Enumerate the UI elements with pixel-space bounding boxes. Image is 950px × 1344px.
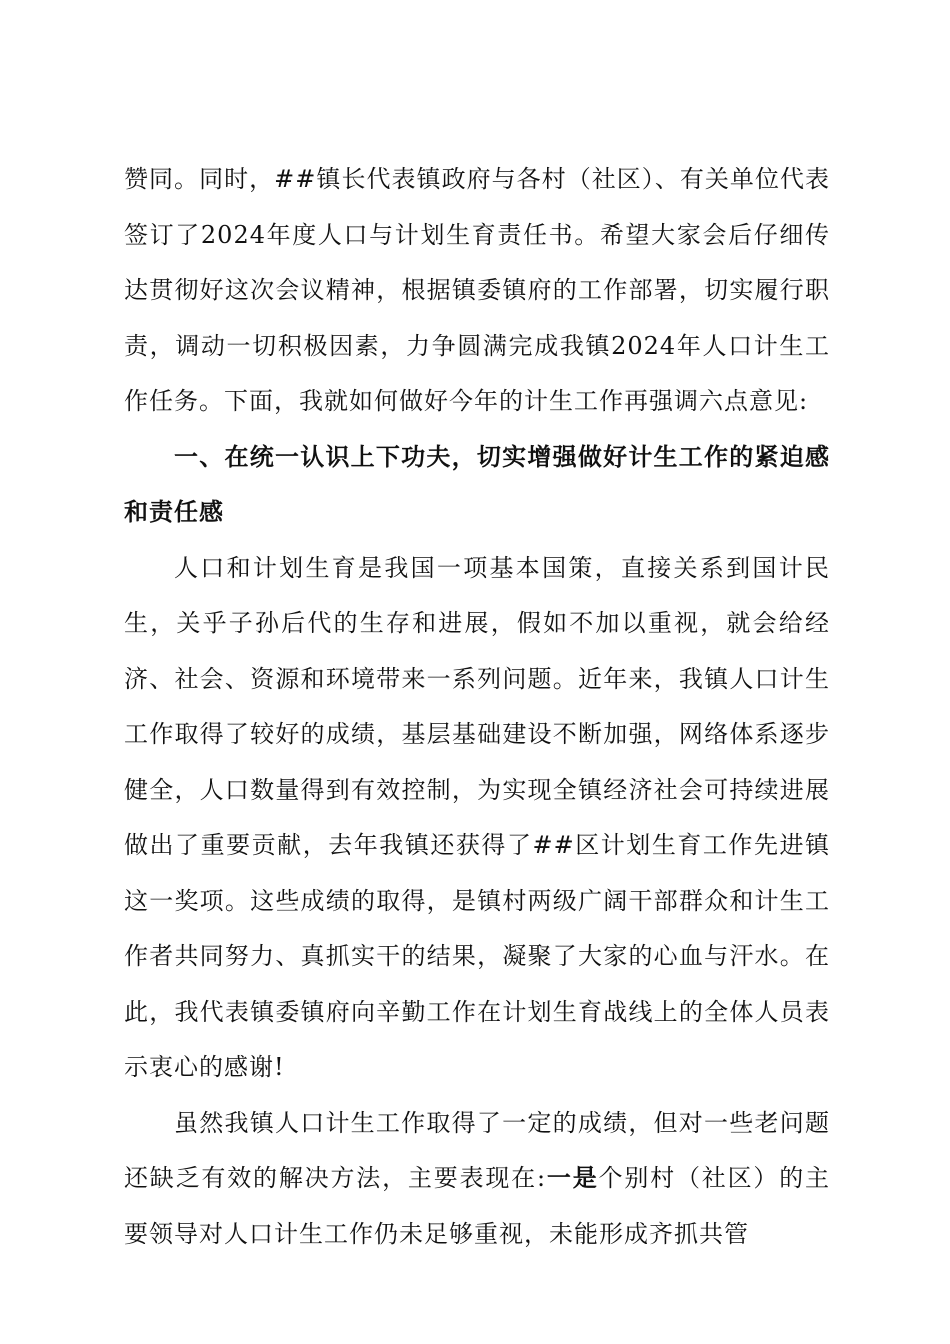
paragraph-3-start: 虽然我镇人口计生工作取得了一定的成绩，但对一些老问题还缺乏有效的解决方法，主要表现在: (124, 1108, 830, 1192)
paragraph-2: 人口和计划生育是我国一项基本国策，直接关系到国计民生，关乎子孙后代的生存和进展，假如不加以重视，就会给经济、社会、资源和环境带来一系列问题。近年来，我镇人口计生工作取得了较好的成绩，基层基础建设不断加强，网络体系逐步健全，人口数量得到有效控制，为实现全镇经济社会可持续进展做出了重要贡献，去年我镇还获得了##区计划生育工作先进镇这一奖项。这些成绩的取得，是镇村两级广阔干部群众和计生工作者共同努力、真抓实干的结果，凝聚了大家的心血与汗水。在此，我代表镇委镇府向辛勤工作在计划生育战线上的全体人员表示衷心的感谢! (124, 553, 830, 1081)
section-heading-1: 一、在统一认识上下功夫，切实增强做好计生工作的紧迫感和责任感 (124, 442, 830, 526)
paragraph-3-end: 个别村（社区）的主要领导对人口计生工作仍未足够重视，未能形成齐抓共管 (124, 1164, 831, 1248)
paragraph-3 (124, 1096, 830, 1263)
paragraph-3-bold: 一是 (546, 1164, 599, 1192)
document-body (124, 152, 830, 1262)
paragraph-1: 赞同。同时，##镇长代表镇政府与各村（社区）、有关单位代表签订了2024年度人口与计划生育责任书。希望大家会后仔细传达贯彻好这次会议精神，根据镇委镇府的工作部署，切实履行职责，调动一切积极因素，力争圆满完成我镇2024年人口计生工作任务。下面，我就如何做好今年的计生工作再强调六点意见: (124, 165, 830, 415)
